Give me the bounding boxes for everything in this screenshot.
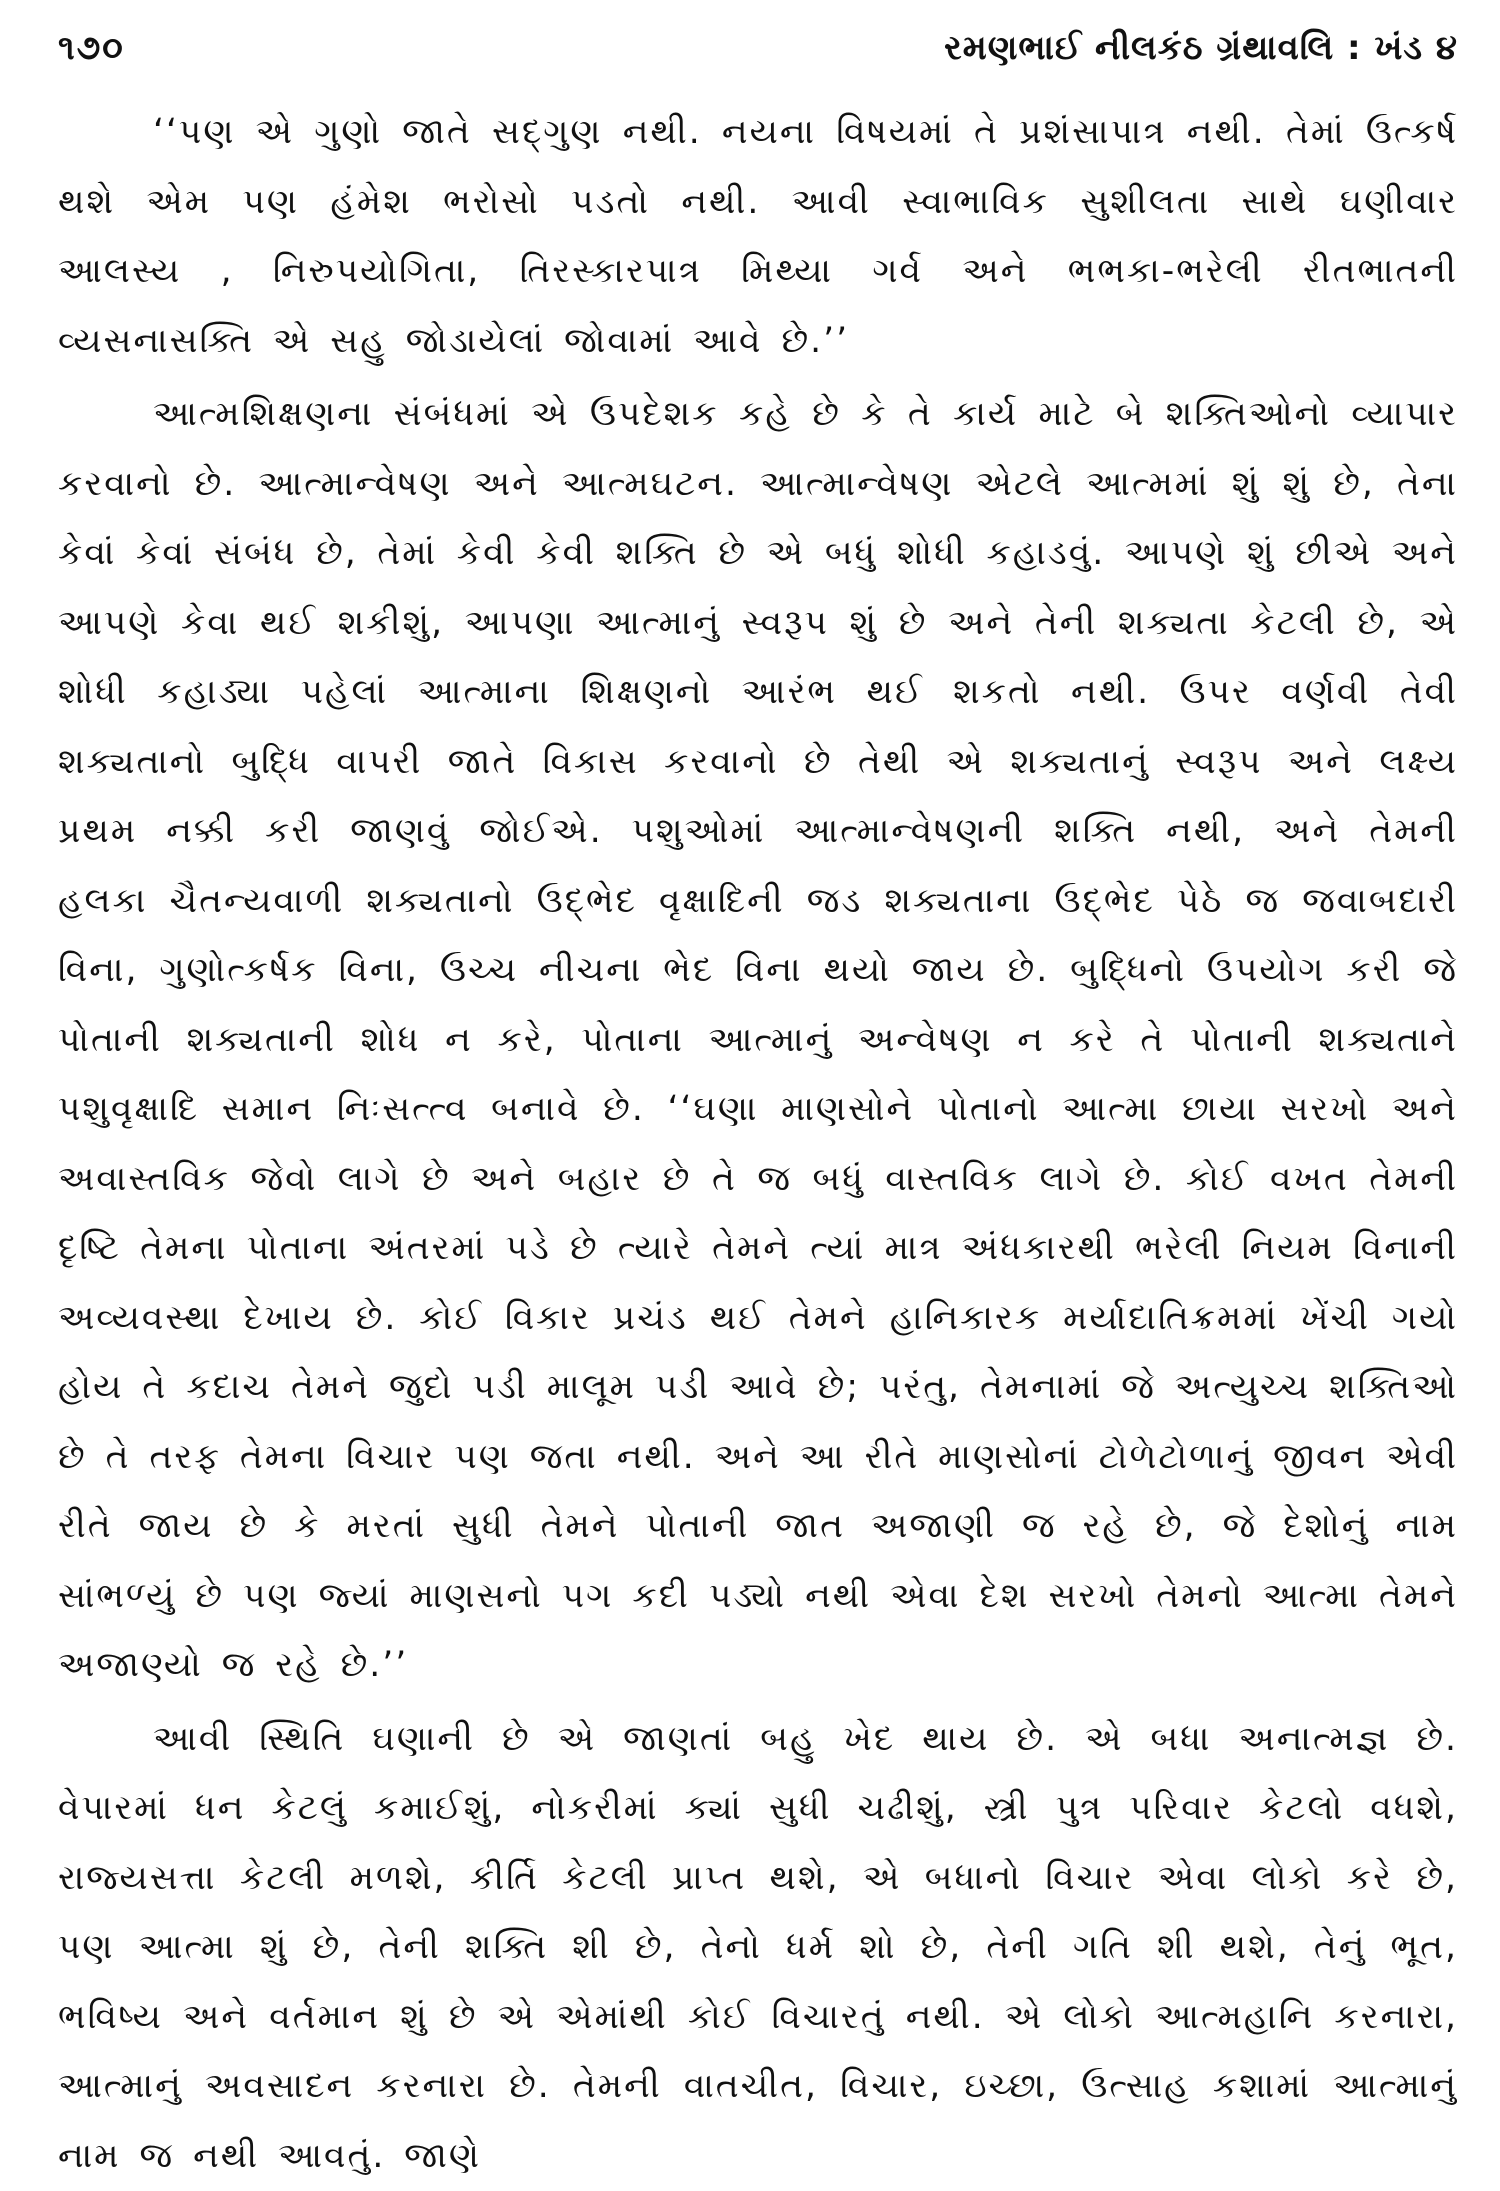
paragraph-condition: આવી સ્થિતિ ઘણાની છે એ જાણતાં બહુ ખેદ થાય છે. એ બધા અનાત્મજ્ઞ છે. વેપારમાં ધન કેટલું કમાઈશું, નોકરીમાં ક્યાં સુધી ચઢીશું, સ્ત્રી પુત્ર પરિવાર કેટલો વધશે, રાજ્યસત્તા કેટલી મળશે, કીર્તિ કેટલી પ્રાપ્ત થશે, એ બધાનો વિચાર એવા લોકો કરે છે, પણ આત્મા શું છે, તેની શક્તિ શી છે, તેનો ધર્મ શો છે, તેની ગતિ શી થશે, તેનું ભૂત, ભવિષ્ય અને વર્તમાન શું છે એ એમાંથી કોઈ વિચારતું નથી. એ લોકો આત્મહાનિ કરનારા, આત્માનું અવસાદન કરનારા છે. તેમની વાતચીત, વિચાર, ઇચ્છા, ઉત્સાહ કશામાં આત્માનું નામ જ નથી આવતું. જાણે <box>58 1705 1458 2191</box>
paragraph-quote: ‘‘પણ એ ગુણો જાતે સદ્ગુણ નથી. નયના વિષયમાં તે પ્રશંસાપાત્ર નથી. તેમાં ઉત્કર્ષ થશે એમ પણ હંમેશ ભરોસો પડતો નથી. આવી સ્વાભાવિક સુશીલતા સાથે ઘણીવાર આલસ્ય , નિરુપયોગિતા, તિરસ્કારપાત્ર મિથ્યા ગર્વ અને ભભકા-ભરેલી રીતભાતની વ્યસનાસક્તિ એ સહુ જોડાયેલાં જોવામાં આવે છે.’’ <box>58 98 1458 376</box>
page-number: ૧૭૦ <box>58 28 125 68</box>
page-header <box>58 28 1458 98</box>
book-page <box>58 28 1458 1978</box>
running-title: રમણભાઈ નીલકંઠ ગ્રંથાવલિ : ખંડ ૪ <box>944 28 1458 68</box>
paragraph-self-education: આત્મશિક્ષણના સંબંધમાં એ ઉપદેશક કહે છે કે તે કાર્ય માટે બે શક્તિઓનો વ્યાપાર કરવાનો છે. આત્માન્વેષણ અને આત્મઘટન. આત્માન્વેષણ એટલે આત્મમાં શું શું છે, તેના કેવાં કેવાં સંબંધ છે, તેમાં કેવી કેવી શક્તિ છે એ બધું શોધી કહાડવું. આપણે શું છીએ અને આપણે કેવા થઈ શકીશું, આપણા આત્માનું સ્વરૂપ શું છે અને તેની શક્યતા કેટલી છે, એ શોધી કહાડ્યા પહેલાં આત્માના શિક્ષણનો આરંભ થઈ શકતો નથી. ઉપર વર્ણવી તેવી શક્યતાનો બુદ્ધિ વાપરી જાતે વિકાસ કરવાનો છે તેથી એ શક્યતાનું સ્વરૂપ અને લક્ષ્ય પ્રથમ નક્કી કરી જાણવું જોઈએ. પશુઓમાં આત્માન્વેષણની શક્તિ નથી, અને તેમની હલકા ચૈતન્યવાળી શક્યતાનો ઉદ્ભેદ વૃક્ષાદિની જડ શક્યતાના ઉદ્ભેદ પેઠે જ જવાબદારી વિના, ગુણોત્કર્ષક વિના, ઉચ્ચ નીચના ભેદ વિના થયો જાય છે. બુદ્ધિનો ઉપયોગ કરી જે પોતાની શક્યતાની શોધ ન કરે, પોતાના આત્માનું અન્વેષણ ન કરે તે પોતાની શક્યતાને પશુવૃક્ષાદિ સમાન નિઃસત્ત્વ બનાવે છે. ‘‘ઘણા માણસોને પોતાનો આત્મા છાયા સરખો અને અવાસ્તવિક જેવો લાગે છે અને બહાર છે તે જ બધું વાસ્તવિક લાગે છે. કોઈ વખત તેમની દૃષ્ટિ તેમના પોતાના અંતરમાં પડે છે ત્યારે તેમને ત્યાં માત્ર અંધકારથી ભરેલી નિયમ વિનાની અવ્યવસ્થા દેખાય છે. કોઈ વિકાર પ્રચંડ થઈ તેમને હાનિકારક મર્યાદાતિક્રમમાં ખેંચી ગયો હોય તે કદાચ તેમને જુદો પડી માલૂમ પડી આવે છે; પરંતુ, તેમનામાં જે અત્યુચ્ચ શક્તિઓ છે તે તરફ તેમના વિચાર પણ જતા નથી. અને આ રીતે માણસોનાં ટોળેટોળાનું જીવન એવી રીતે જાય છે કે મરતાં સુધી તેમને પોતાની જાત અજાણી જ રહે છે, જે દેશોનું નામ સાંભળ્યું છે પણ જ્યાં માણસનો પગ કદી પડ્યો નથી એવા દેશ સરખો તેમનો આત્મા તેમને અજાણ્યો જ રહે છે.’’ <box>58 380 1458 1701</box>
body-text <box>58 98 1458 2191</box>
